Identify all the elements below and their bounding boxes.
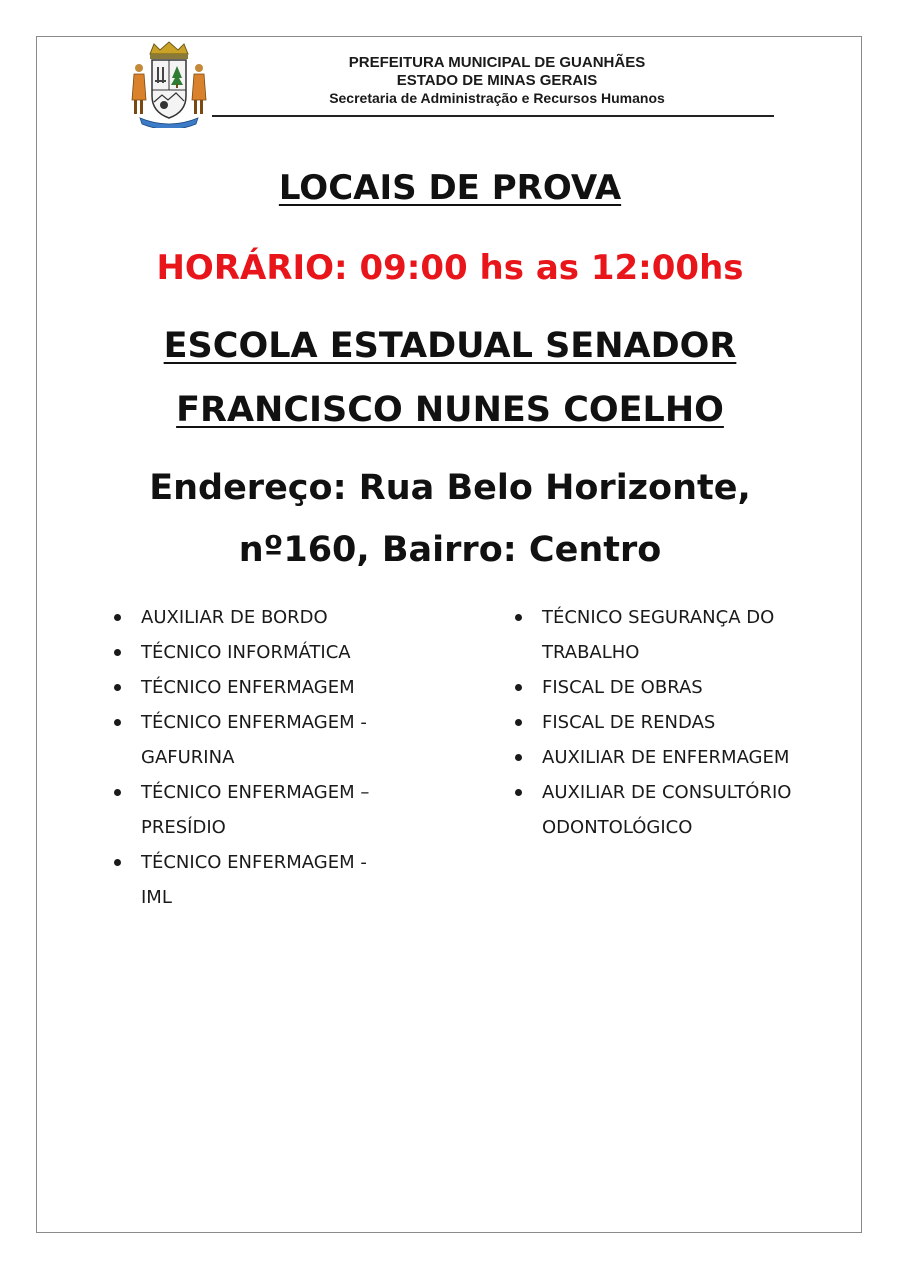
- exam-schedule: HORÁRIO: 09:00 hs as 12:00hs: [156, 248, 744, 288]
- position-item-text: FISCAL DE OBRAS: [542, 677, 703, 698]
- position-item-text: GAFURINA: [141, 747, 235, 768]
- position-item-text: AUXILIAR DE CONSULTÓRIO: [542, 782, 792, 803]
- department-name: Secretaria de Administração e Recursos Humanos: [329, 90, 665, 106]
- position-item: [114, 845, 414, 915]
- school-name-line1-text: ESCOLA ESTADUAL SENADOR: [163, 326, 737, 366]
- state-name: ESTADO DE MINAS GERAIS: [396, 72, 598, 89]
- address-line1: Endereço: Rua Belo Horizonte,: [149, 468, 751, 508]
- positions-list-left: [114, 600, 414, 915]
- municipality-name: PREFEITURA MUNICIPAL DE GUANHÃES: [348, 54, 646, 71]
- position-item-text: ODONTOLÓGICO: [542, 817, 693, 838]
- position-item-text: FISCAL DE RENDAS: [542, 712, 716, 733]
- position-item: [114, 775, 414, 845]
- letterhead-rule: [212, 115, 774, 117]
- letterhead: [120, 40, 780, 130]
- page-title-text: LOCAIS DE PROVA: [278, 168, 622, 208]
- position-item: [114, 635, 414, 670]
- positions-list-right: [515, 600, 845, 845]
- position-item: [515, 705, 845, 740]
- position-item-text: TÉCNICO SEGURANÇA DO: [542, 607, 775, 628]
- position-item-text: AUXILIAR DE BORDO: [141, 607, 328, 628]
- position-item-text: TÉCNICO ENFERMAGEM: [141, 677, 355, 698]
- page-title: [0, 168, 900, 208]
- school-name-line2-text: FRANCISCO NUNES COELHO: [176, 390, 724, 430]
- position-item-text: TRABALHO: [542, 642, 640, 663]
- position-item: [114, 600, 414, 635]
- position-item: [515, 740, 845, 775]
- school-name-line2: [0, 390, 900, 430]
- position-item: [114, 670, 414, 705]
- position-item: [114, 705, 414, 775]
- position-item-text: AUXILIAR DE ENFERMAGEM: [542, 747, 790, 768]
- position-item-text: TÉCNICO ENFERMAGEM -: [141, 852, 367, 873]
- school-name-line1: [0, 326, 900, 366]
- position-item-text: TÉCNICO ENFERMAGEM –: [141, 782, 370, 803]
- position-item-text: IML: [141, 887, 172, 908]
- coat-of-arms-icon: [126, 40, 212, 128]
- position-item-text: PRESÍDIO: [141, 817, 226, 838]
- position-item: [515, 600, 845, 670]
- position-item-text: TÉCNICO ENFERMAGEM -: [141, 712, 367, 733]
- letterhead-text: [212, 54, 782, 107]
- address-line2: nº160, Bairro: Centro: [238, 530, 662, 570]
- position-item-text: TÉCNICO INFORMÁTICA: [141, 642, 351, 663]
- position-item: [515, 670, 845, 705]
- position-item: [515, 775, 845, 845]
